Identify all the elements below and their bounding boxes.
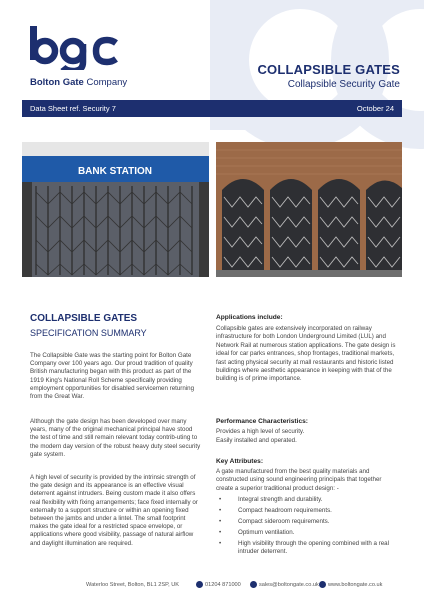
list-item: [216, 540, 400, 557]
web-icon: [319, 581, 326, 588]
attribute-text: Compact headroom requirements.: [238, 506, 332, 514]
data-sheet-date: October 24: [356, 104, 394, 113]
attributes-heading: Key Attributes:: [216, 458, 264, 465]
attribute-text: High visibility through the opening combined with a real intruder deterrent.: [238, 539, 389, 556]
performance-line-1: Provides a high level of security.: [216, 428, 305, 435]
attribute-text: Compact sideroom requirements.: [238, 517, 330, 525]
bgc-logo: [26, 26, 126, 70]
data-sheet-ref: Data Sheet ref. Security 7: [30, 104, 116, 113]
footer-phone: 01204 871000: [205, 582, 241, 588]
spec-paragraph-2: Although the gate design has been developed over many years, many of the original mechanical principal have stood the test of time and still remain relevant today contrib-uting to the modern day version of the robust heavy duty steel security gate system.: [30, 418, 201, 458]
list-item: [216, 529, 400, 537]
bullet: •: [219, 506, 222, 514]
attribute-text: Integral strength and durability.: [238, 496, 323, 503]
arch-gates-photo: [216, 142, 402, 277]
document-subtitle: Collapsible Security Gate: [287, 79, 400, 90]
spec-title: COLLAPSIBLE GATES: [30, 313, 138, 324]
bullet: •: [219, 496, 222, 503]
bullet: •: [219, 517, 222, 525]
data-sheet-bar: [22, 100, 402, 117]
footer-address: Waterloo Street, Bolton, BL1 2SP, UK: [86, 582, 179, 588]
list-item: [216, 518, 400, 526]
list-item: [216, 496, 400, 504]
spec-subtitle: SPECIFICATION SUMMARY: [30, 328, 147, 338]
spec-paragraph-1: The Collapsible Gate was the starting point for Bolton Gate Company over 100 years ago. Our proud tradition of quality British manufacturing began with this product as part of the 1919 King's National Roll Scheme specifically providing employment opportunities for disabled servicemen returning from the Great War.: [30, 352, 195, 401]
applications-heading: Applications include:: [216, 314, 283, 321]
phone-icon: [196, 581, 203, 588]
bank-station-sign: BANK STATION: [77, 166, 153, 177]
document-title: COLLAPSIBLE GATES: [257, 62, 400, 77]
bullet: •: [219, 539, 222, 547]
attributes-text: A gate manufactured from the best quality materials and constructed using sound engineering principals that together create a superior traditional product design: -: [216, 468, 382, 492]
email-icon: [250, 581, 257, 588]
company-name: [30, 77, 127, 88]
company-name-bold: Bolton Gate: [30, 77, 84, 88]
footer: [0, 580, 424, 594]
performance-heading: Performance Characteristics:: [216, 418, 308, 425]
spec-paragraph-3: A high level of security is provided by the intrinsic strength of the gate design and its appearance is an effective visual deterrent against intruders. Being custom made it also offers real flexibility with fixing arrangements; face fixed internally or externally to a support structure or within an opening fixed between the jambs and under a lintel. The small footprint makes the gate ideal for a restricted space envelope, or applications where good visibility, passage of natural airflow and daylight illumination are required.: [30, 474, 198, 547]
applications-text: Collapsible gates are extensively incorporated on railway infrastructure for both London Underground Limited (LUL) and Network Rail at numerous station applications. The gate design is ideal for car parks entrances, shop frontages, traditional markets, fast acting physical security at mall restaurants and historic listed buildings where aesthetic appearance in keeping with that of the building is of prime importance.: [216, 325, 396, 383]
footer-website[interactable]: www.boltongate.co.uk: [328, 582, 383, 588]
bank-station-photo: [22, 142, 209, 277]
attributes-list: [216, 496, 400, 559]
bullet: •: [219, 528, 222, 536]
footer-email[interactable]: sales@boltongate.co.uk: [259, 582, 319, 588]
performance-line-2: Easily installed and operated.: [216, 437, 297, 444]
attribute-text: Optimum ventilation.: [238, 528, 295, 536]
list-item: [216, 507, 400, 515]
company-name-rest: Company: [83, 77, 128, 88]
